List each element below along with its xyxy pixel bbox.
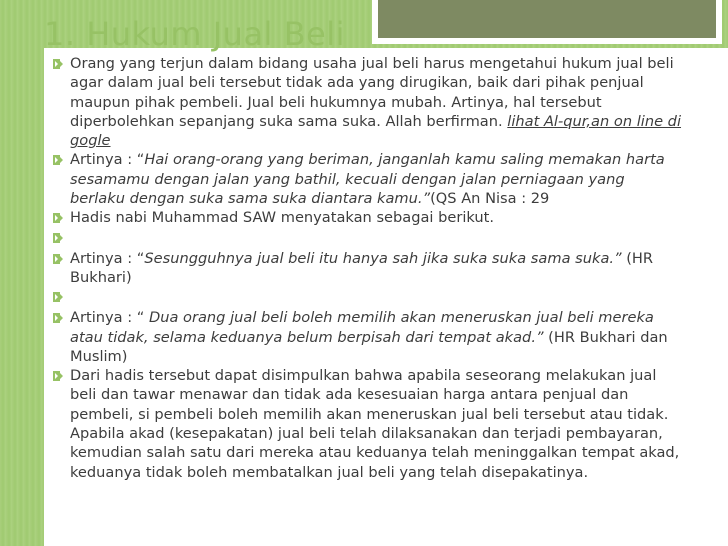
item-prefix: Artinya : “ [70,151,145,169]
bullet-icon [52,232,64,244]
item-text: Hadis nabi Muhammad SAW menyatakan sebagai berikut. [70,209,495,227]
item-quote: Dua orang jual beli boleh memilih akan meneruskan jual beli mereka atau tidak, selama keduanya belum berpisah dari tempat akad.” [70,309,654,346]
list-item-empty [44,228,684,249]
item-quote: Hai orang-orang yang beriman, janganlah kamu saling memakan harta sesamamu dengan jalan yang bathil, kecuali dengan jalan perniagaan yang berlaku dengan suka sama suka diantara kamu.” [70,151,665,208]
bullet-icon [52,58,64,70]
bullet-list [44,54,684,482]
item-text: Dari hadis tersebut dapat disimpulkan bahwa apabila seseorang melakukan jual beli dan tawar menawar dan tidak ada kesesuaian harga antara penjual dan pembeli, si pembeli boleh memilih akan meneruskan jual beli tersebut atau tidak. Apabila akad (kesepakatan) jual beli telah dilaksanakan dan terjadi pembayaran, kemudian salah satu dari mereka atau keduanya telah meninggalkan tempat akad, keduanya tidak boleh membatalkan jual beli yang telah disepakatinya. [70,367,680,481]
title-decoration [372,0,722,44]
list-item [44,308,684,366]
quran-link[interactable]: lihat Al-qur,an on line di gogle [70,112,682,150]
item-quote: Sesungguhnya jual beli itu hanya sah jika suka suka sama suka.” [144,249,622,267]
bullet-icon [52,312,64,324]
item-text: Orang yang terjun dalam bidang usaha jual beli harus mengetahui hukum jual beli agar dalam jual beli tersebut tidak ada yang dirugikan, baik dari pihak penjual maupun pihak pembeli. Jual beli hukumnya mubah. Artinya, hal tersebut diperbolehkan sepanjang suka sama suka. Allah berfirman. [70,55,674,130]
title-decoration-inner [378,0,716,38]
bullet-icon [52,253,64,265]
item-prefix: Artinya : “ [70,249,145,267]
slide-title: 1. Hukum Jual Beli [44,15,346,53]
bullet-icon [52,212,64,224]
bullet-icon [52,370,64,382]
item-source: (QS An Nisa : 29 [430,190,550,208]
list-item-empty [44,287,684,308]
item-prefix: Artinya : “ [70,309,149,327]
list-item [44,366,684,482]
item-source: (HR Bukhari) [70,249,654,286]
bullet-icon [52,291,64,303]
list-item [44,54,684,150]
item-source: (HR Bukhari dan Muslim) [70,328,668,365]
bullet-icon [52,154,64,166]
list-item [44,208,684,227]
list-item [44,249,684,288]
list-item [44,150,684,208]
